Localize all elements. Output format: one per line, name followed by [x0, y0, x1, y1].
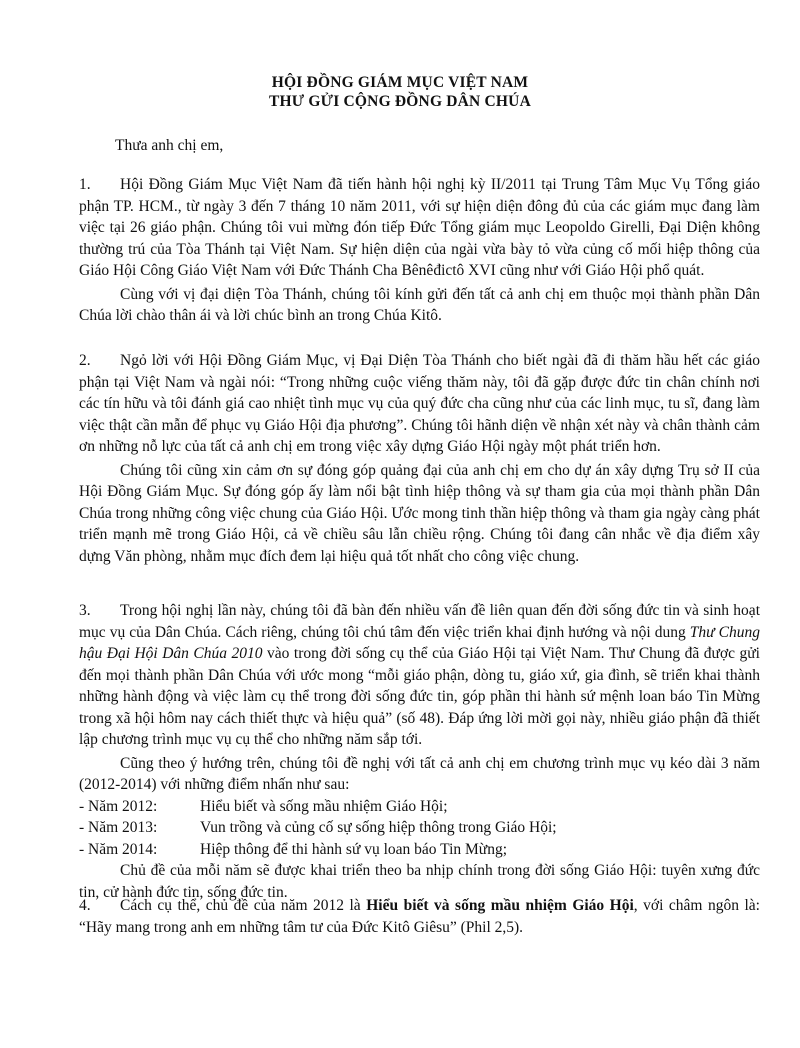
paragraph: Cũng theo ý hướng trên, chúng tôi đề nghị với tất cả anh chị em chương trình mục vụ kéo dài 3 năm (2012-2014) với những điểm nhấn như sau:	[79, 754, 760, 793]
paragraph-text: Cách cụ thể, chủ đề của năm 2012 là	[120, 897, 367, 914]
section-number: 3.	[79, 602, 91, 619]
list-item-text: Hiểu biết và sống mầu nhiệm Giáo Hội;	[200, 797, 448, 815]
section-number: 4.	[79, 897, 91, 914]
list-item	[79, 796, 760, 818]
paragraph	[79, 600, 760, 751]
paragraph: Chủ đề của mỗi năm sẽ được khai triển theo ba nhịp chính trong đời sống Giáo Hội: tuyên xưng đức tin, cử hành đức tin, sống đức tin.	[79, 862, 760, 901]
paragraph-text: , với châm ngôn là: “Hãy mang trong anh em những tâm tư của Đức Kitô Giêsu” (Phil 2,5).	[79, 897, 760, 936]
section-body	[79, 174, 760, 327]
paragraph: Ngỏ lời với Hội Đồng Giám Mục, vị Đại Diện Tòa Thánh cho biết ngài đã đi thăm hầu hết các giáo phận tại Việt Nam và ngài nói: “Trong những cuộc viếng thăm này, tôi đã gặp được đức tin chân chính nơi các tín hữu và tôi đánh giá cao nhiệt tình mục vụ của quý đức cha cũng như của các linh mục, tu sĩ, đang làm việc thật cần mẫn để phục vụ Giáo Hội địa phương”. Chúng tôi hãnh diện về nhận xét này và chân thành cảm ơn những nỗ lực của tất cả anh chị em trong việc xây dựng Giáo Hội ngày một phát triển hơn.	[79, 352, 760, 455]
document-title-letter: THƯ GỬI CỘNG ĐỒNG DÂN CHÚA	[269, 93, 531, 110]
list-item-year: - Năm 2013:	[79, 819, 158, 836]
list-item-text: Hiệp thông để thi hành sứ vụ loan báo Tin Mừng;	[200, 840, 507, 858]
section-body	[79, 895, 760, 938]
list-item-text: Vun trồng và củng cố sự sống hiệp thông trong Giáo Hội;	[200, 819, 557, 836]
program-list	[79, 796, 760, 861]
paragraph-text: Trong hội nghị lần này, chúng tôi đã bàn đến nhiều vấn đề liên quan đến đời sống đức tin và sinh hoạt mục vụ của Dân Chúa. Cách riêng, chúng tôi chú tâm đến việc triển khai định hướng và nội dung	[79, 602, 760, 641]
paragraph-text: vào trong đời sống cụ thể của Giáo Hội tại Việt Nam. Thư Chung đã được gửi đến mọi thành phần Dân Chúa với ước mong “mỗi giáo phận, dòng tu, giáo xứ, gia đình, sẽ triển khai thành những hành động và việc làm cụ thể trong đời sống đức tin, góp phần thi hành sứ mệnh loan báo Tin Mừng trong xã hội hôm nay cách thiết thực và hiệu quả” (số 48). Đáp ứng lời mời gọi này, nhiều giáo phận đã thiết lập chương trình mục vụ cụ thể cho những năm sắp tới.	[79, 645, 760, 748]
section-number: 1.	[79, 176, 91, 193]
theme-bold: Hiểu biết và sống mầu nhiệm Giáo Hội	[366, 897, 634, 914]
paragraph	[79, 895, 760, 938]
paragraph: Chúng tôi cũng xin cảm ơn sự đóng góp quảng đại của anh chị em cho dự án xây dựng Trụ sở II của Hội Đồng Giám Mục. Sự đóng góp ấy làm nổi bật tình hiệp thông và sự tham gia của mọi thành phần Dân Chúa trong những công việc chung của Giáo Hội. Ước mong tinh thần hiệp thông và tham gia ngày càng phát triển mạnh mẽ trong Giáo Hội, cả về chiều sâu lẫn chiều rộng. Chúng tôi đang cân nhắc về địa điểm xây dựng Văn phòng, nhằm mục đích đem lại hiệu quả tốt nhất cho công việc chung.	[79, 461, 760, 565]
list-item-year: - Năm 2014:	[79, 840, 158, 858]
list-item-year: - Năm 2012:	[79, 797, 158, 815]
document-title-organization: HỘI ĐỒNG GIÁM MỤC VIỆT NAM	[271, 74, 529, 91]
list-item	[79, 839, 760, 861]
list-item	[79, 817, 760, 839]
paragraph: Cùng với vị đại diện Tòa Thánh, chúng tôi kính gửi đến tất cả anh chị em thuộc mọi thành phần Dân Chúa lời chào thân ái và lời chúc bình an trong Chúa Kitô.	[79, 285, 760, 324]
salutation: Thưa anh chị em,	[115, 137, 224, 154]
section-body	[79, 350, 760, 567]
letter-title-italic: Thư Chung hậu Đại Hội Dân Chúa 2010	[79, 623, 760, 662]
section-body	[79, 600, 760, 903]
paragraph: Hội Đồng Giám Mục Việt Nam đã tiến hành hội nghị kỳ II/2011 tại Trung Tâm Mục Vụ Tổng giáo phận TP. HCM., từ ngày 3 đến 7 tháng 10 năm 2011, với sự hiện diện đông đủ của các giám mục đang làm việc tại 26 giáo phận. Chúng tôi vui mừng đón tiếp Đức Tổng giám mục Leopoldo Girelli, Đại Diện không thường trú của Tòa Thánh tại Việt Nam. Sự hiện diện của ngài vừa bày tỏ vừa củng cố mối hiệp thông của Giáo Hội Công Giáo Việt Nam với Đức Thánh Cha Bênêđictô XVI cũng như với Giáo Hội phổ quát.	[79, 176, 760, 279]
section-number: 2.	[79, 352, 91, 369]
